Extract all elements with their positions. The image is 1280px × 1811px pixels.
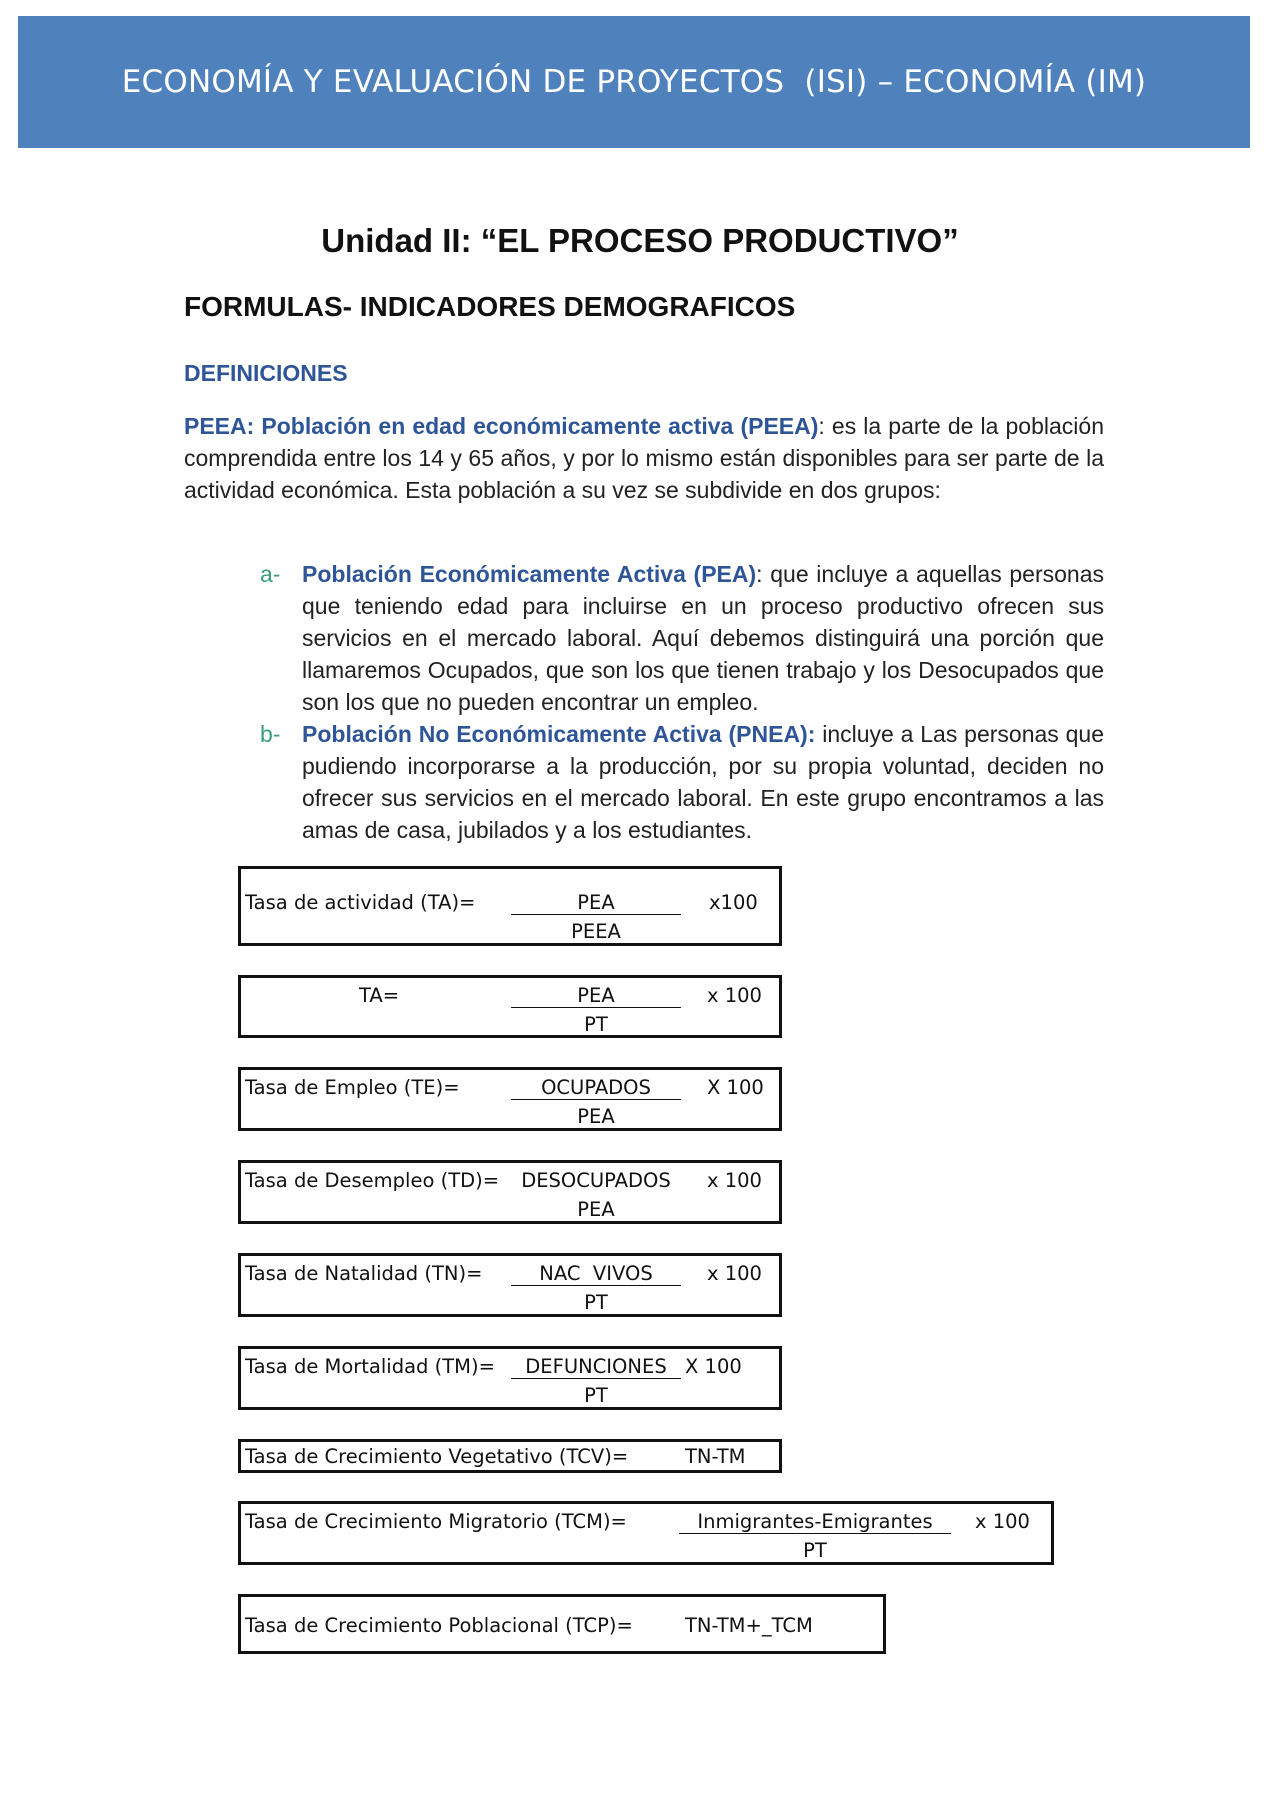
formula-factor: x 100 (707, 1262, 762, 1285)
list-item-pnea (260, 718, 1104, 846)
list-marker: b- (260, 721, 281, 747)
formula-label: Tasa de Crecimiento Vegetativo (TCV)= (245, 1445, 629, 1468)
pea-term: Población Económicamente Activa (PEA) (302, 561, 757, 587)
header-banner: ECONOMÍA Y EVALUACIÓN DE PROYECTOS (ISI) – ECONOMÍA (IM) (18, 16, 1250, 148)
formula-box-tasa-actividad (238, 866, 782, 946)
formula-expression: TN-TM+_TCM (685, 1614, 813, 1637)
definition-list (260, 558, 1104, 846)
formula-factor: x 100 (707, 984, 762, 1007)
peea-term: PEEA: Población en edad económicamente activa (PEEA) (184, 413, 819, 439)
section-title: FORMULAS- INDICADORES DEMOGRAFICOS (184, 291, 796, 322)
formula-expression: TN-TM (685, 1445, 746, 1468)
formula-factor: x 100 (975, 1510, 1030, 1533)
formula-box-crecimiento-poblacional (238, 1594, 886, 1654)
formula-numerator: NAC VIVOS (511, 1262, 681, 1286)
formula-denominator: PT (584, 1291, 608, 1314)
formula-label: Tasa de Mortalidad (TM)= (245, 1355, 495, 1378)
formula-numerator: PEA (511, 891, 681, 915)
formula-box-crecimiento-vegetativo (238, 1439, 782, 1473)
formula-label: Tasa de Empleo (TE)= (245, 1076, 460, 1099)
peea-text: : es la parte de la población comprendida entre los 14 y 65 años, y por lo mismo están disponibles para ser parte de la actividad económica. Esta población a su vez se subdivide en dos grupos: (184, 413, 1104, 503)
formula-label: Tasa de Crecimiento Poblacional (TCP)= (245, 1614, 633, 1637)
definitions-heading: DEFINICIONES (184, 360, 348, 386)
formula-denominator: PT (803, 1539, 827, 1562)
formula-denominator: PEA (577, 1105, 615, 1128)
formula-factor: X 100 (707, 1076, 764, 1099)
peea-definition (184, 410, 1104, 506)
formula-denominator: PT (584, 1013, 608, 1036)
formula-factor: x100 (709, 891, 758, 914)
formula-label: Tasa de Natalidad (TN)= (245, 1262, 483, 1285)
formula-box-tasa-desempleo (238, 1160, 782, 1224)
list-marker: a- (260, 561, 281, 587)
formula-numerator: DEFUNCIONES (511, 1355, 681, 1379)
formula-factor: x 100 (707, 1169, 762, 1192)
pea-text: : que incluye a aquellas personas que teniendo edad para incluirse en un proceso productivo ofrecen sus servicios en el mercado laboral. Aquí debemos distinguirá una porción que llamaremos Ocupados, que son los que tienen trabajo y los Desocupados que son los que no pueden encontrar un empleo. (302, 561, 1104, 715)
formula-denominator: PEEA (571, 920, 621, 943)
pnea-text: incluye a Las personas que pudiendo incorporarse a la producción, por su propia voluntad, deciden no ofrecer sus servicios en el mercado laboral. En este grupo encontramos a las amas de casa, jubilados y a los estudiantes. (302, 721, 1104, 843)
formula-factor: X 100 (685, 1355, 742, 1378)
formula-box-tasa-mortalidad (238, 1346, 782, 1410)
formula-label: Tasa de Desempleo (TD)= (245, 1169, 500, 1192)
formula-box-tasa-natalidad (238, 1253, 782, 1317)
formula-numerator: PEA (511, 984, 681, 1008)
formula-label: Tasa de Crecimiento Migratorio (TCM)= (245, 1510, 627, 1533)
list-item-pea (260, 558, 1104, 718)
unit-title: Unidad II: “EL PROCESO PRODUCTIVO” (321, 222, 959, 259)
formula-denominator: PT (584, 1384, 608, 1407)
formula-numerator: DESOCUPADOS (521, 1169, 671, 1192)
formula-box-tasa-empleo (238, 1067, 782, 1131)
formula-numerator: Inmigrantes-Emigrantes (679, 1510, 951, 1534)
pnea-term: Población No Económicamente Activa (PNEA): (302, 721, 816, 747)
formula-box-ta (238, 975, 782, 1038)
formula-denominator: PEA (577, 1198, 615, 1221)
formula-label: TA= (359, 984, 400, 1007)
formula-numerator: OCUPADOS (511, 1076, 681, 1100)
formula-label: Tasa de actividad (TA)= (245, 891, 476, 914)
formula-box-crecimiento-migratorio (238, 1501, 1054, 1565)
